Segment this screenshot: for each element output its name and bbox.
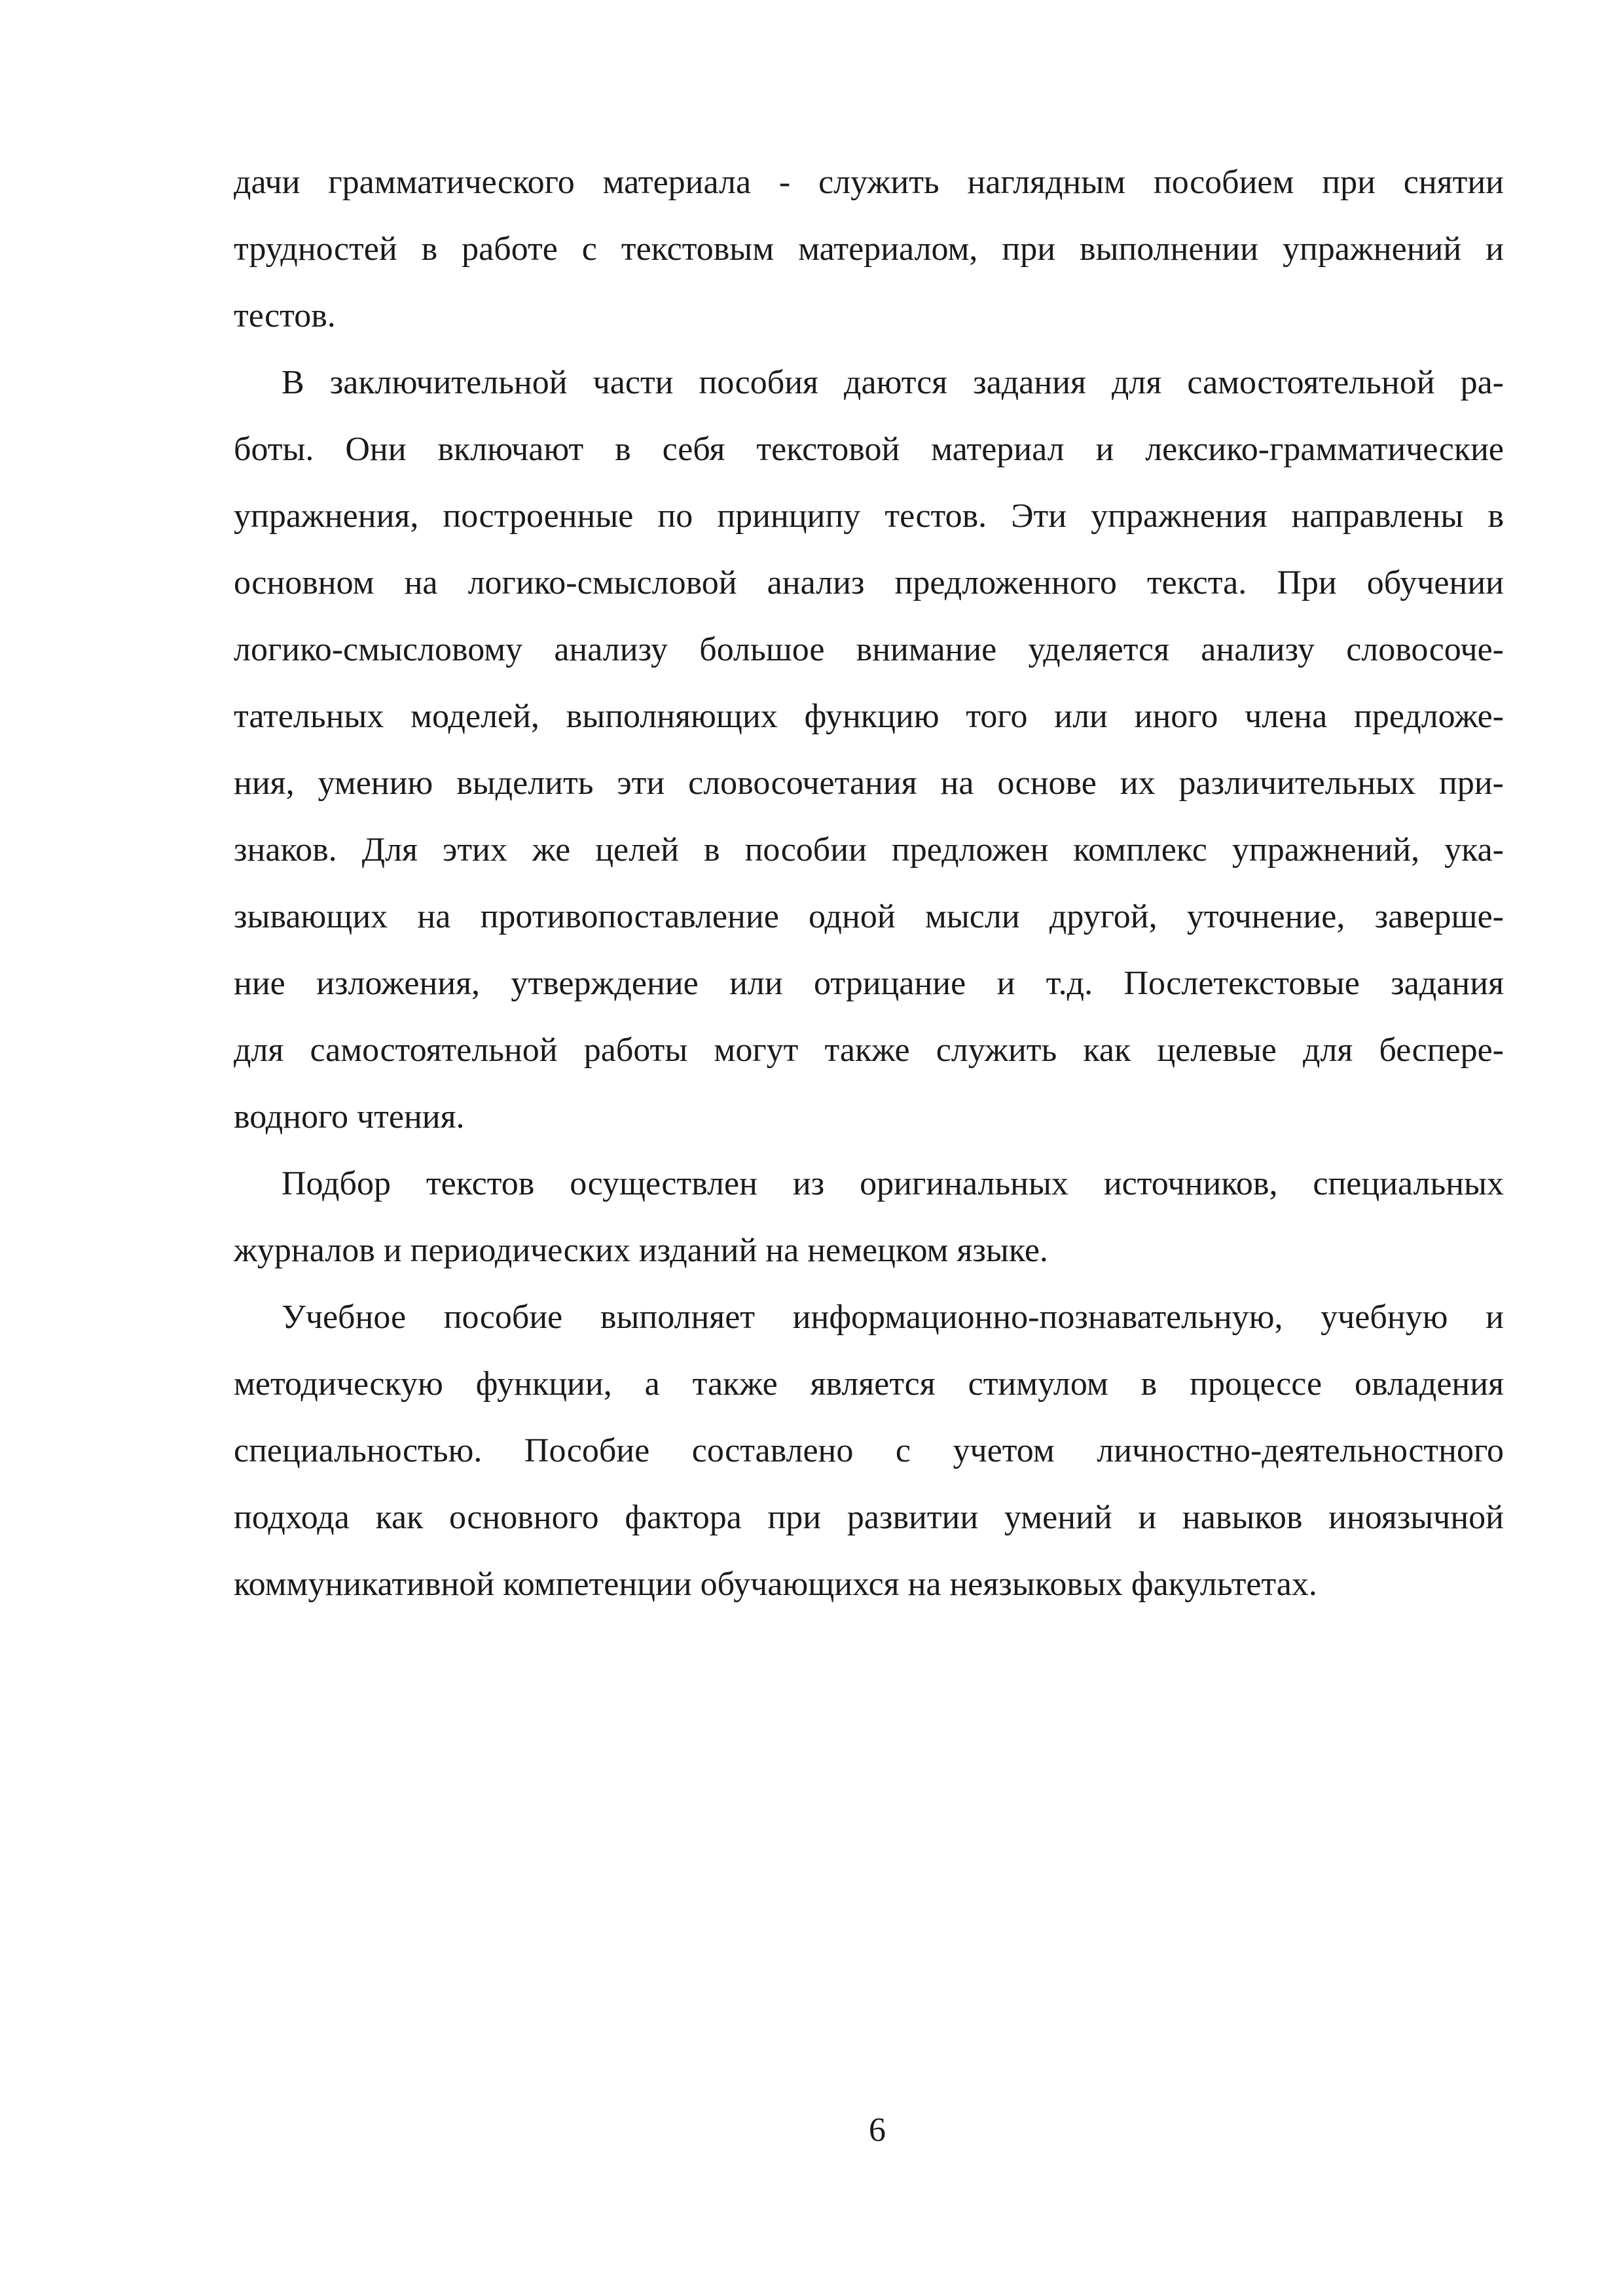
text-line: тательных моделей, выполняющих функцию того или иного члена предложе- — [234, 698, 1504, 735]
paragraph-3 — [234, 1151, 1504, 1284]
page-number: 6 — [869, 2111, 886, 2149]
text-line: Подбор текстов осуществлен из оригинальных источников, специальных — [282, 1165, 1504, 1202]
text-line: трудностей в работе с текстовым материалом, при выполнении упражнений и — [234, 230, 1504, 268]
text-line: логико-смысловому анализу большое внимание уделяется анализу словосоче- — [234, 631, 1504, 668]
text-line: боты. Они включают в себя текстовой материал и лексико-грамматические — [234, 431, 1504, 468]
text-line: ние изложения, утверждение или отрицание и т.д. Послетекстовые задания — [234, 965, 1504, 1002]
text-line: тестов. — [234, 297, 336, 334]
text-line: упражнения, построенные по принципу тестов. Эти упражнения направлены в — [234, 497, 1504, 535]
paragraph-2 — [234, 350, 1504, 1151]
text-line: водного чтения. — [234, 1098, 465, 1136]
body-text — [234, 149, 1504, 1618]
paragraph-1 — [234, 149, 1504, 350]
text-line: журналов и периодических изданий на немецком языке. — [234, 1232, 1048, 1269]
text-line: Учебное пособие выполняет информационно-познавательную, учебную и — [282, 1299, 1504, 1336]
paragraph-4 — [234, 1284, 1504, 1618]
text-line: зывающих на противопоставление одной мысли другой, уточнение, заверше- — [234, 898, 1504, 935]
text-line: коммуникативной компетенции обучающихся на неязыковых факультетах. — [234, 1566, 1317, 1603]
text-line: специальностью. Пособие составлено с учетом личностно-деятельностного — [234, 1432, 1504, 1469]
text-line: дачи грамматического материала - служить наглядным пособием при снятии — [234, 164, 1504, 201]
text-line: ния, умению выделить эти словосочетания на основе их различительных при- — [234, 764, 1504, 802]
text-line: основном на логико-смысловой анализ предложенного текста. При обучении — [234, 564, 1504, 601]
text-line: методическую функции, а также является стимулом в процессе овладения — [234, 1365, 1504, 1403]
text-line: В заключительной части пособия даются задания для самостоятельной ра- — [282, 364, 1504, 401]
text-line: знаков. Для этих же целей в пособии предложен комплекс упражнений, ука- — [234, 831, 1504, 869]
text-line: для самостоятельной работы могут также служить как целевые для беспере- — [234, 1031, 1504, 1069]
text-line: подхода как основного фактора при развитии умений и навыков иноязычной — [234, 1499, 1504, 1536]
